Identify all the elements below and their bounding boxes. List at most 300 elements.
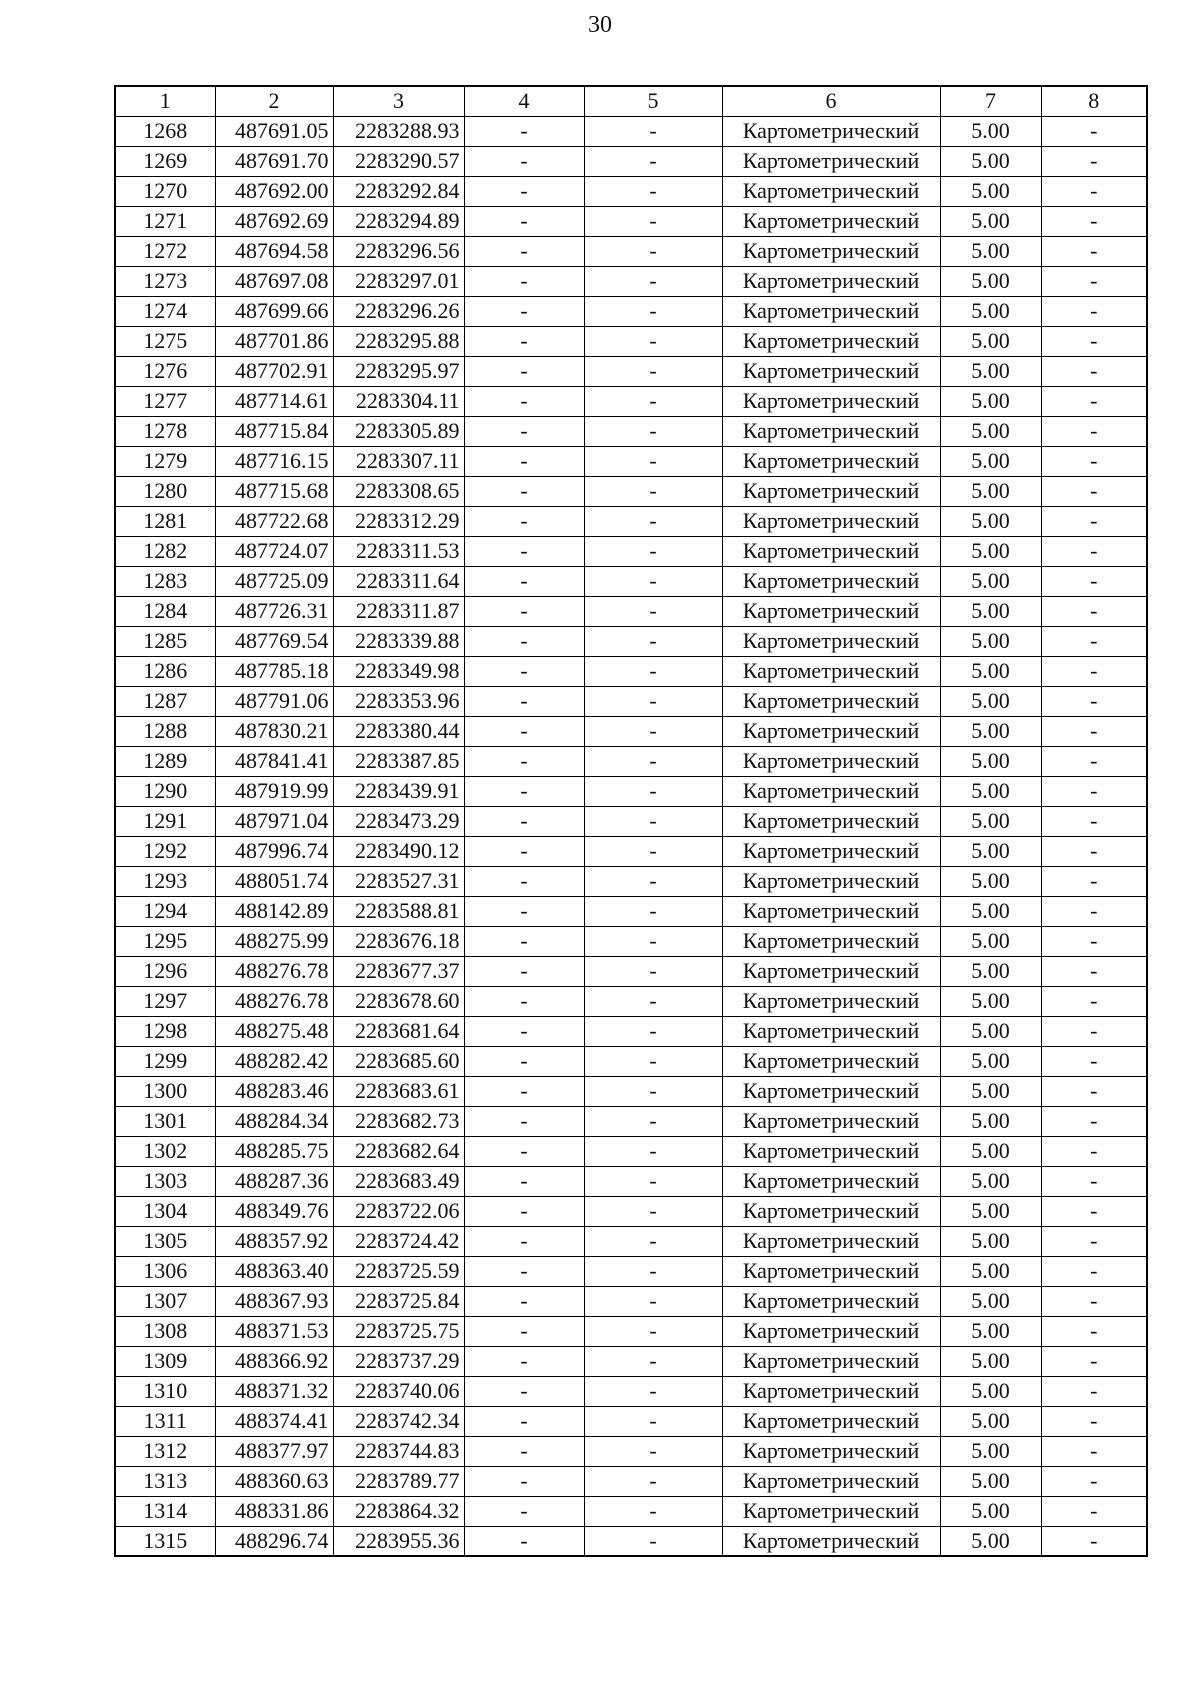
coord-x-cell: 487919.99 xyxy=(215,776,333,806)
col-4-value-cell: - xyxy=(464,1076,584,1106)
table-row xyxy=(115,1376,1147,1406)
accuracy-cell: 5.00 xyxy=(940,1436,1041,1466)
col-4-value-cell: - xyxy=(464,956,584,986)
accuracy-cell: 5.00 xyxy=(940,596,1041,626)
coord-y-cell: 2283380.44 xyxy=(333,716,464,746)
col-5-value-cell: - xyxy=(584,1496,722,1526)
col-4-value-cell: - xyxy=(464,1376,584,1406)
method-cell: Картометрический xyxy=(722,296,940,326)
coord-x-cell: 487714.61 xyxy=(215,386,333,416)
column-header-6: 6 xyxy=(722,86,940,116)
point-number-cell: 1302 xyxy=(115,1136,215,1166)
col-5-value-cell: - xyxy=(584,806,722,836)
method-cell: Картометрический xyxy=(722,1256,940,1286)
col-5-value-cell: - xyxy=(584,446,722,476)
col-4-value-cell: - xyxy=(464,1466,584,1496)
col-8-value-cell: - xyxy=(1041,806,1147,836)
point-number-cell: 1271 xyxy=(115,206,215,236)
col-5-value-cell: - xyxy=(584,266,722,296)
table-row xyxy=(115,1346,1147,1376)
coord-x-cell: 488366.92 xyxy=(215,1346,333,1376)
point-number-cell: 1288 xyxy=(115,716,215,746)
accuracy-cell: 5.00 xyxy=(940,1016,1041,1046)
coord-x-cell: 487699.66 xyxy=(215,296,333,326)
col-5-value-cell: - xyxy=(584,1346,722,1376)
method-cell: Картометрический xyxy=(722,536,940,566)
col-5-value-cell: - xyxy=(584,296,722,326)
accuracy-cell: 5.00 xyxy=(940,236,1041,266)
table-row xyxy=(115,116,1147,146)
col-8-value-cell: - xyxy=(1041,1286,1147,1316)
method-cell: Картометрический xyxy=(722,1436,940,1466)
accuracy-cell: 5.00 xyxy=(940,1526,1041,1556)
col-4-value-cell: - xyxy=(464,1016,584,1046)
col-4-value-cell: - xyxy=(464,596,584,626)
method-cell: Картометрический xyxy=(722,1286,940,1316)
col-8-value-cell: - xyxy=(1041,1226,1147,1256)
accuracy-cell: 5.00 xyxy=(940,866,1041,896)
coord-y-cell: 2283742.34 xyxy=(333,1406,464,1436)
accuracy-cell: 5.00 xyxy=(940,1046,1041,1076)
col-4-value-cell: - xyxy=(464,1256,584,1286)
coord-y-cell: 2283955.36 xyxy=(333,1526,464,1556)
table-row xyxy=(115,536,1147,566)
method-cell: Картометрический xyxy=(722,656,940,686)
col-5-value-cell: - xyxy=(584,1076,722,1106)
point-number-cell: 1299 xyxy=(115,1046,215,1076)
method-cell: Картометрический xyxy=(722,1316,940,1346)
col-5-value-cell: - xyxy=(584,1376,722,1406)
coord-y-cell: 2283740.06 xyxy=(333,1376,464,1406)
table-row xyxy=(115,566,1147,596)
method-cell: Картометрический xyxy=(722,1016,940,1046)
method-cell: Картометрический xyxy=(722,566,940,596)
method-cell: Картометрический xyxy=(722,836,940,866)
method-cell: Картометрический xyxy=(722,1136,940,1166)
col-8-value-cell: - xyxy=(1041,356,1147,386)
col-4-value-cell: - xyxy=(464,1046,584,1076)
coord-y-cell: 2283685.60 xyxy=(333,1046,464,1076)
col-8-value-cell: - xyxy=(1041,1526,1147,1556)
coord-x-cell: 487971.04 xyxy=(215,806,333,836)
col-5-value-cell: - xyxy=(584,686,722,716)
coord-x-cell: 487769.54 xyxy=(215,626,333,656)
col-8-value-cell: - xyxy=(1041,1196,1147,1226)
table-row xyxy=(115,386,1147,416)
coord-x-cell: 488377.97 xyxy=(215,1436,333,1466)
method-cell: Картометрический xyxy=(722,176,940,206)
col-5-value-cell: - xyxy=(584,926,722,956)
col-8-value-cell: - xyxy=(1041,506,1147,536)
coord-x-cell: 487715.68 xyxy=(215,476,333,506)
col-8-value-cell: - xyxy=(1041,656,1147,686)
col-4-value-cell: - xyxy=(464,536,584,566)
point-number-cell: 1284 xyxy=(115,596,215,626)
coord-x-cell: 488275.48 xyxy=(215,1016,333,1046)
method-cell: Картометрический xyxy=(722,476,940,506)
col-4-value-cell: - xyxy=(464,806,584,836)
method-cell: Картометрический xyxy=(722,356,940,386)
col-5-value-cell: - xyxy=(584,596,722,626)
coord-y-cell: 2283307.11 xyxy=(333,446,464,476)
accuracy-cell: 5.00 xyxy=(940,1406,1041,1436)
coord-y-cell: 2283290.57 xyxy=(333,146,464,176)
col-8-value-cell: - xyxy=(1041,176,1147,206)
table-row xyxy=(115,1136,1147,1166)
col-8-value-cell: - xyxy=(1041,1346,1147,1376)
col-4-value-cell: - xyxy=(464,626,584,656)
coordinates-table xyxy=(114,85,1148,1557)
col-8-value-cell: - xyxy=(1041,746,1147,776)
method-cell: Картометрический xyxy=(722,1346,940,1376)
point-number-cell: 1286 xyxy=(115,656,215,686)
col-8-value-cell: - xyxy=(1041,836,1147,866)
point-number-cell: 1280 xyxy=(115,476,215,506)
method-cell: Картометрический xyxy=(722,1166,940,1196)
point-number-cell: 1282 xyxy=(115,536,215,566)
method-cell: Картометрический xyxy=(722,1466,940,1496)
method-cell: Картометрический xyxy=(722,926,940,956)
method-cell: Картометрический xyxy=(722,326,940,356)
column-header-8: 8 xyxy=(1041,86,1147,116)
col-4-value-cell: - xyxy=(464,656,584,686)
column-header-7: 7 xyxy=(940,86,1041,116)
table-row xyxy=(115,836,1147,866)
col-4-value-cell: - xyxy=(464,836,584,866)
coord-y-cell: 2283439.91 xyxy=(333,776,464,806)
col-8-value-cell: - xyxy=(1041,1046,1147,1076)
col-4-value-cell: - xyxy=(464,926,584,956)
accuracy-cell: 5.00 xyxy=(940,1376,1041,1406)
col-8-value-cell: - xyxy=(1041,1136,1147,1166)
col-8-value-cell: - xyxy=(1041,1316,1147,1346)
coord-x-cell: 487697.08 xyxy=(215,266,333,296)
method-cell: Картометрический xyxy=(722,506,940,536)
col-8-value-cell: - xyxy=(1041,776,1147,806)
coord-x-cell: 488282.42 xyxy=(215,1046,333,1076)
col-8-value-cell: - xyxy=(1041,896,1147,926)
col-5-value-cell: - xyxy=(584,866,722,896)
point-number-cell: 1296 xyxy=(115,956,215,986)
point-number-cell: 1315 xyxy=(115,1526,215,1556)
col-4-value-cell: - xyxy=(464,1286,584,1316)
method-cell: Картометрический xyxy=(722,1196,940,1226)
col-5-value-cell: - xyxy=(584,116,722,146)
table-row xyxy=(115,1226,1147,1256)
method-cell: Картометрический xyxy=(722,986,940,1016)
point-number-cell: 1312 xyxy=(115,1436,215,1466)
point-number-cell: 1274 xyxy=(115,296,215,326)
point-number-cell: 1310 xyxy=(115,1376,215,1406)
point-number-cell: 1293 xyxy=(115,866,215,896)
table-row xyxy=(115,956,1147,986)
accuracy-cell: 5.00 xyxy=(940,1166,1041,1196)
point-number-cell: 1313 xyxy=(115,1466,215,1496)
coord-x-cell: 488276.78 xyxy=(215,956,333,986)
col-4-value-cell: - xyxy=(464,176,584,206)
coord-y-cell: 2283682.64 xyxy=(333,1136,464,1166)
col-4-value-cell: - xyxy=(464,1166,584,1196)
col-5-value-cell: - xyxy=(584,476,722,506)
col-4-value-cell: - xyxy=(464,896,584,926)
col-5-value-cell: - xyxy=(584,1136,722,1166)
method-cell: Картометрический xyxy=(722,866,940,896)
table-row xyxy=(115,1436,1147,1466)
method-cell: Картометрический xyxy=(722,956,940,986)
accuracy-cell: 5.00 xyxy=(940,1466,1041,1496)
col-4-value-cell: - xyxy=(464,1526,584,1556)
coord-y-cell: 2283349.98 xyxy=(333,656,464,686)
accuracy-cell: 5.00 xyxy=(940,566,1041,596)
col-5-value-cell: - xyxy=(584,236,722,266)
point-number-cell: 1270 xyxy=(115,176,215,206)
point-number-cell: 1278 xyxy=(115,416,215,446)
method-cell: Картометрический xyxy=(722,806,940,836)
col-4-value-cell: - xyxy=(464,506,584,536)
coord-x-cell: 487702.91 xyxy=(215,356,333,386)
table-row xyxy=(115,776,1147,806)
coord-x-cell: 487691.05 xyxy=(215,116,333,146)
coord-x-cell: 487726.31 xyxy=(215,596,333,626)
coord-x-cell: 488349.76 xyxy=(215,1196,333,1226)
point-number-cell: 1309 xyxy=(115,1346,215,1376)
coord-y-cell: 2283724.42 xyxy=(333,1226,464,1256)
coord-x-cell: 487716.15 xyxy=(215,446,333,476)
col-4-value-cell: - xyxy=(464,716,584,746)
point-number-cell: 1272 xyxy=(115,236,215,266)
col-5-value-cell: - xyxy=(584,1016,722,1046)
accuracy-cell: 5.00 xyxy=(940,956,1041,986)
col-8-value-cell: - xyxy=(1041,1376,1147,1406)
accuracy-cell: 5.00 xyxy=(940,1076,1041,1106)
col-5-value-cell: - xyxy=(584,1406,722,1436)
coord-x-cell: 487724.07 xyxy=(215,536,333,566)
coord-y-cell: 2283677.37 xyxy=(333,956,464,986)
coord-y-cell: 2283353.96 xyxy=(333,686,464,716)
col-8-value-cell: - xyxy=(1041,866,1147,896)
col-5-value-cell: - xyxy=(584,1286,722,1316)
col-8-value-cell: - xyxy=(1041,236,1147,266)
col-5-value-cell: - xyxy=(584,836,722,866)
col-4-value-cell: - xyxy=(464,1106,584,1136)
col-8-value-cell: - xyxy=(1041,926,1147,956)
accuracy-cell: 5.00 xyxy=(940,266,1041,296)
accuracy-cell: 5.00 xyxy=(940,386,1041,416)
table-row xyxy=(115,896,1147,926)
table-row xyxy=(115,866,1147,896)
table-row xyxy=(115,716,1147,746)
col-5-value-cell: - xyxy=(584,1526,722,1556)
col-8-value-cell: - xyxy=(1041,626,1147,656)
method-cell: Картометрический xyxy=(722,716,940,746)
col-8-value-cell: - xyxy=(1041,266,1147,296)
col-8-value-cell: - xyxy=(1041,326,1147,356)
point-number-cell: 1289 xyxy=(115,746,215,776)
point-number-cell: 1292 xyxy=(115,836,215,866)
col-5-value-cell: - xyxy=(584,1196,722,1226)
coord-x-cell: 487996.74 xyxy=(215,836,333,866)
col-4-value-cell: - xyxy=(464,116,584,146)
col-4-value-cell: - xyxy=(464,356,584,386)
accuracy-cell: 5.00 xyxy=(940,296,1041,326)
accuracy-cell: 5.00 xyxy=(940,476,1041,506)
coord-x-cell: 488371.32 xyxy=(215,1376,333,1406)
col-5-value-cell: - xyxy=(584,356,722,386)
accuracy-cell: 5.00 xyxy=(940,326,1041,356)
accuracy-cell: 5.00 xyxy=(940,806,1041,836)
col-4-value-cell: - xyxy=(464,1316,584,1346)
col-5-value-cell: - xyxy=(584,716,722,746)
method-cell: Картометрический xyxy=(722,746,940,776)
coord-y-cell: 2283308.65 xyxy=(333,476,464,506)
point-number-cell: 1277 xyxy=(115,386,215,416)
col-4-value-cell: - xyxy=(464,746,584,776)
coord-x-cell: 488284.34 xyxy=(215,1106,333,1136)
col-8-value-cell: - xyxy=(1041,416,1147,446)
table-row xyxy=(115,686,1147,716)
point-number-cell: 1281 xyxy=(115,506,215,536)
point-number-cell: 1305 xyxy=(115,1226,215,1256)
coord-x-cell: 488360.63 xyxy=(215,1466,333,1496)
table-row xyxy=(115,1316,1147,1346)
col-8-value-cell: - xyxy=(1041,206,1147,236)
coord-y-cell: 2283864.32 xyxy=(333,1496,464,1526)
coord-x-cell: 488276.78 xyxy=(215,986,333,1016)
method-cell: Картометрический xyxy=(722,596,940,626)
col-5-value-cell: - xyxy=(584,1106,722,1136)
col-5-value-cell: - xyxy=(584,986,722,1016)
coord-y-cell: 2283490.12 xyxy=(333,836,464,866)
col-4-value-cell: - xyxy=(464,206,584,236)
point-number-cell: 1279 xyxy=(115,446,215,476)
accuracy-cell: 5.00 xyxy=(940,1196,1041,1226)
col-4-value-cell: - xyxy=(464,1196,584,1226)
point-number-cell: 1308 xyxy=(115,1316,215,1346)
col-8-value-cell: - xyxy=(1041,1406,1147,1436)
accuracy-cell: 5.00 xyxy=(940,746,1041,776)
table-row xyxy=(115,806,1147,836)
point-number-cell: 1314 xyxy=(115,1496,215,1526)
accuracy-cell: 5.00 xyxy=(940,926,1041,956)
col-4-value-cell: - xyxy=(464,386,584,416)
accuracy-cell: 5.00 xyxy=(940,716,1041,746)
coord-y-cell: 2283297.01 xyxy=(333,266,464,296)
col-5-value-cell: - xyxy=(584,746,722,776)
table-row xyxy=(115,146,1147,176)
col-8-value-cell: - xyxy=(1041,956,1147,986)
col-4-value-cell: - xyxy=(464,446,584,476)
coord-x-cell: 488283.46 xyxy=(215,1076,333,1106)
coord-x-cell: 487841.41 xyxy=(215,746,333,776)
coord-x-cell: 488371.53 xyxy=(215,1316,333,1346)
point-number-cell: 1285 xyxy=(115,626,215,656)
col-4-value-cell: - xyxy=(464,266,584,296)
coord-x-cell: 488275.99 xyxy=(215,926,333,956)
accuracy-cell: 5.00 xyxy=(940,686,1041,716)
coord-y-cell: 2283473.29 xyxy=(333,806,464,836)
table-row xyxy=(115,206,1147,236)
table-row xyxy=(115,746,1147,776)
col-5-value-cell: - xyxy=(584,896,722,926)
col-5-value-cell: - xyxy=(584,326,722,356)
col-8-value-cell: - xyxy=(1041,476,1147,506)
accuracy-cell: 5.00 xyxy=(940,146,1041,176)
accuracy-cell: 5.00 xyxy=(940,446,1041,476)
table-row xyxy=(115,416,1147,446)
coord-y-cell: 2283312.29 xyxy=(333,506,464,536)
table-row xyxy=(115,176,1147,206)
table-row xyxy=(115,656,1147,686)
col-8-value-cell: - xyxy=(1041,596,1147,626)
col-4-value-cell: - xyxy=(464,236,584,266)
point-number-cell: 1287 xyxy=(115,686,215,716)
point-number-cell: 1276 xyxy=(115,356,215,386)
method-cell: Картометрический xyxy=(722,116,940,146)
point-number-cell: 1269 xyxy=(115,146,215,176)
column-header-2: 2 xyxy=(215,86,333,116)
col-5-value-cell: - xyxy=(584,536,722,566)
table-row xyxy=(115,1466,1147,1496)
method-cell: Картометрический xyxy=(722,1226,940,1256)
table-row xyxy=(115,1256,1147,1286)
coord-x-cell: 488142.89 xyxy=(215,896,333,926)
table-row xyxy=(115,986,1147,1016)
point-number-cell: 1290 xyxy=(115,776,215,806)
column-header-5: 5 xyxy=(584,86,722,116)
table-row xyxy=(115,596,1147,626)
col-8-value-cell: - xyxy=(1041,1166,1147,1196)
table-row xyxy=(115,446,1147,476)
coord-y-cell: 2283682.73 xyxy=(333,1106,464,1136)
coord-y-cell: 2283725.75 xyxy=(333,1316,464,1346)
point-number-cell: 1306 xyxy=(115,1256,215,1286)
coord-x-cell: 488331.86 xyxy=(215,1496,333,1526)
table-row xyxy=(115,296,1147,326)
point-number-cell: 1268 xyxy=(115,116,215,146)
col-5-value-cell: - xyxy=(584,386,722,416)
coord-x-cell: 487725.09 xyxy=(215,566,333,596)
point-number-cell: 1283 xyxy=(115,566,215,596)
coord-x-cell: 488367.93 xyxy=(215,1286,333,1316)
table-row xyxy=(115,626,1147,656)
coord-x-cell: 487691.70 xyxy=(215,146,333,176)
page-number: 30 xyxy=(588,12,612,38)
table-row xyxy=(115,1196,1147,1226)
coord-y-cell: 2283683.49 xyxy=(333,1166,464,1196)
accuracy-cell: 5.00 xyxy=(940,536,1041,566)
coord-y-cell: 2283387.85 xyxy=(333,746,464,776)
col-5-value-cell: - xyxy=(584,1226,722,1256)
coord-y-cell: 2283294.89 xyxy=(333,206,464,236)
coord-y-cell: 2283789.77 xyxy=(333,1466,464,1496)
col-5-value-cell: - xyxy=(584,176,722,206)
column-header-3: 3 xyxy=(333,86,464,116)
col-4-value-cell: - xyxy=(464,476,584,506)
method-cell: Картометрический xyxy=(722,686,940,716)
point-number-cell: 1298 xyxy=(115,1016,215,1046)
table-row xyxy=(115,1526,1147,1556)
coord-y-cell: 2283722.06 xyxy=(333,1196,464,1226)
accuracy-cell: 5.00 xyxy=(940,776,1041,806)
method-cell: Картометрический xyxy=(722,236,940,266)
table-row xyxy=(115,1166,1147,1196)
coord-x-cell: 487722.68 xyxy=(215,506,333,536)
coord-x-cell: 487694.58 xyxy=(215,236,333,266)
accuracy-cell: 5.00 xyxy=(940,1496,1041,1526)
method-cell: Картометрический xyxy=(722,896,940,926)
coord-y-cell: 2283588.81 xyxy=(333,896,464,926)
table-body xyxy=(115,116,1147,1556)
